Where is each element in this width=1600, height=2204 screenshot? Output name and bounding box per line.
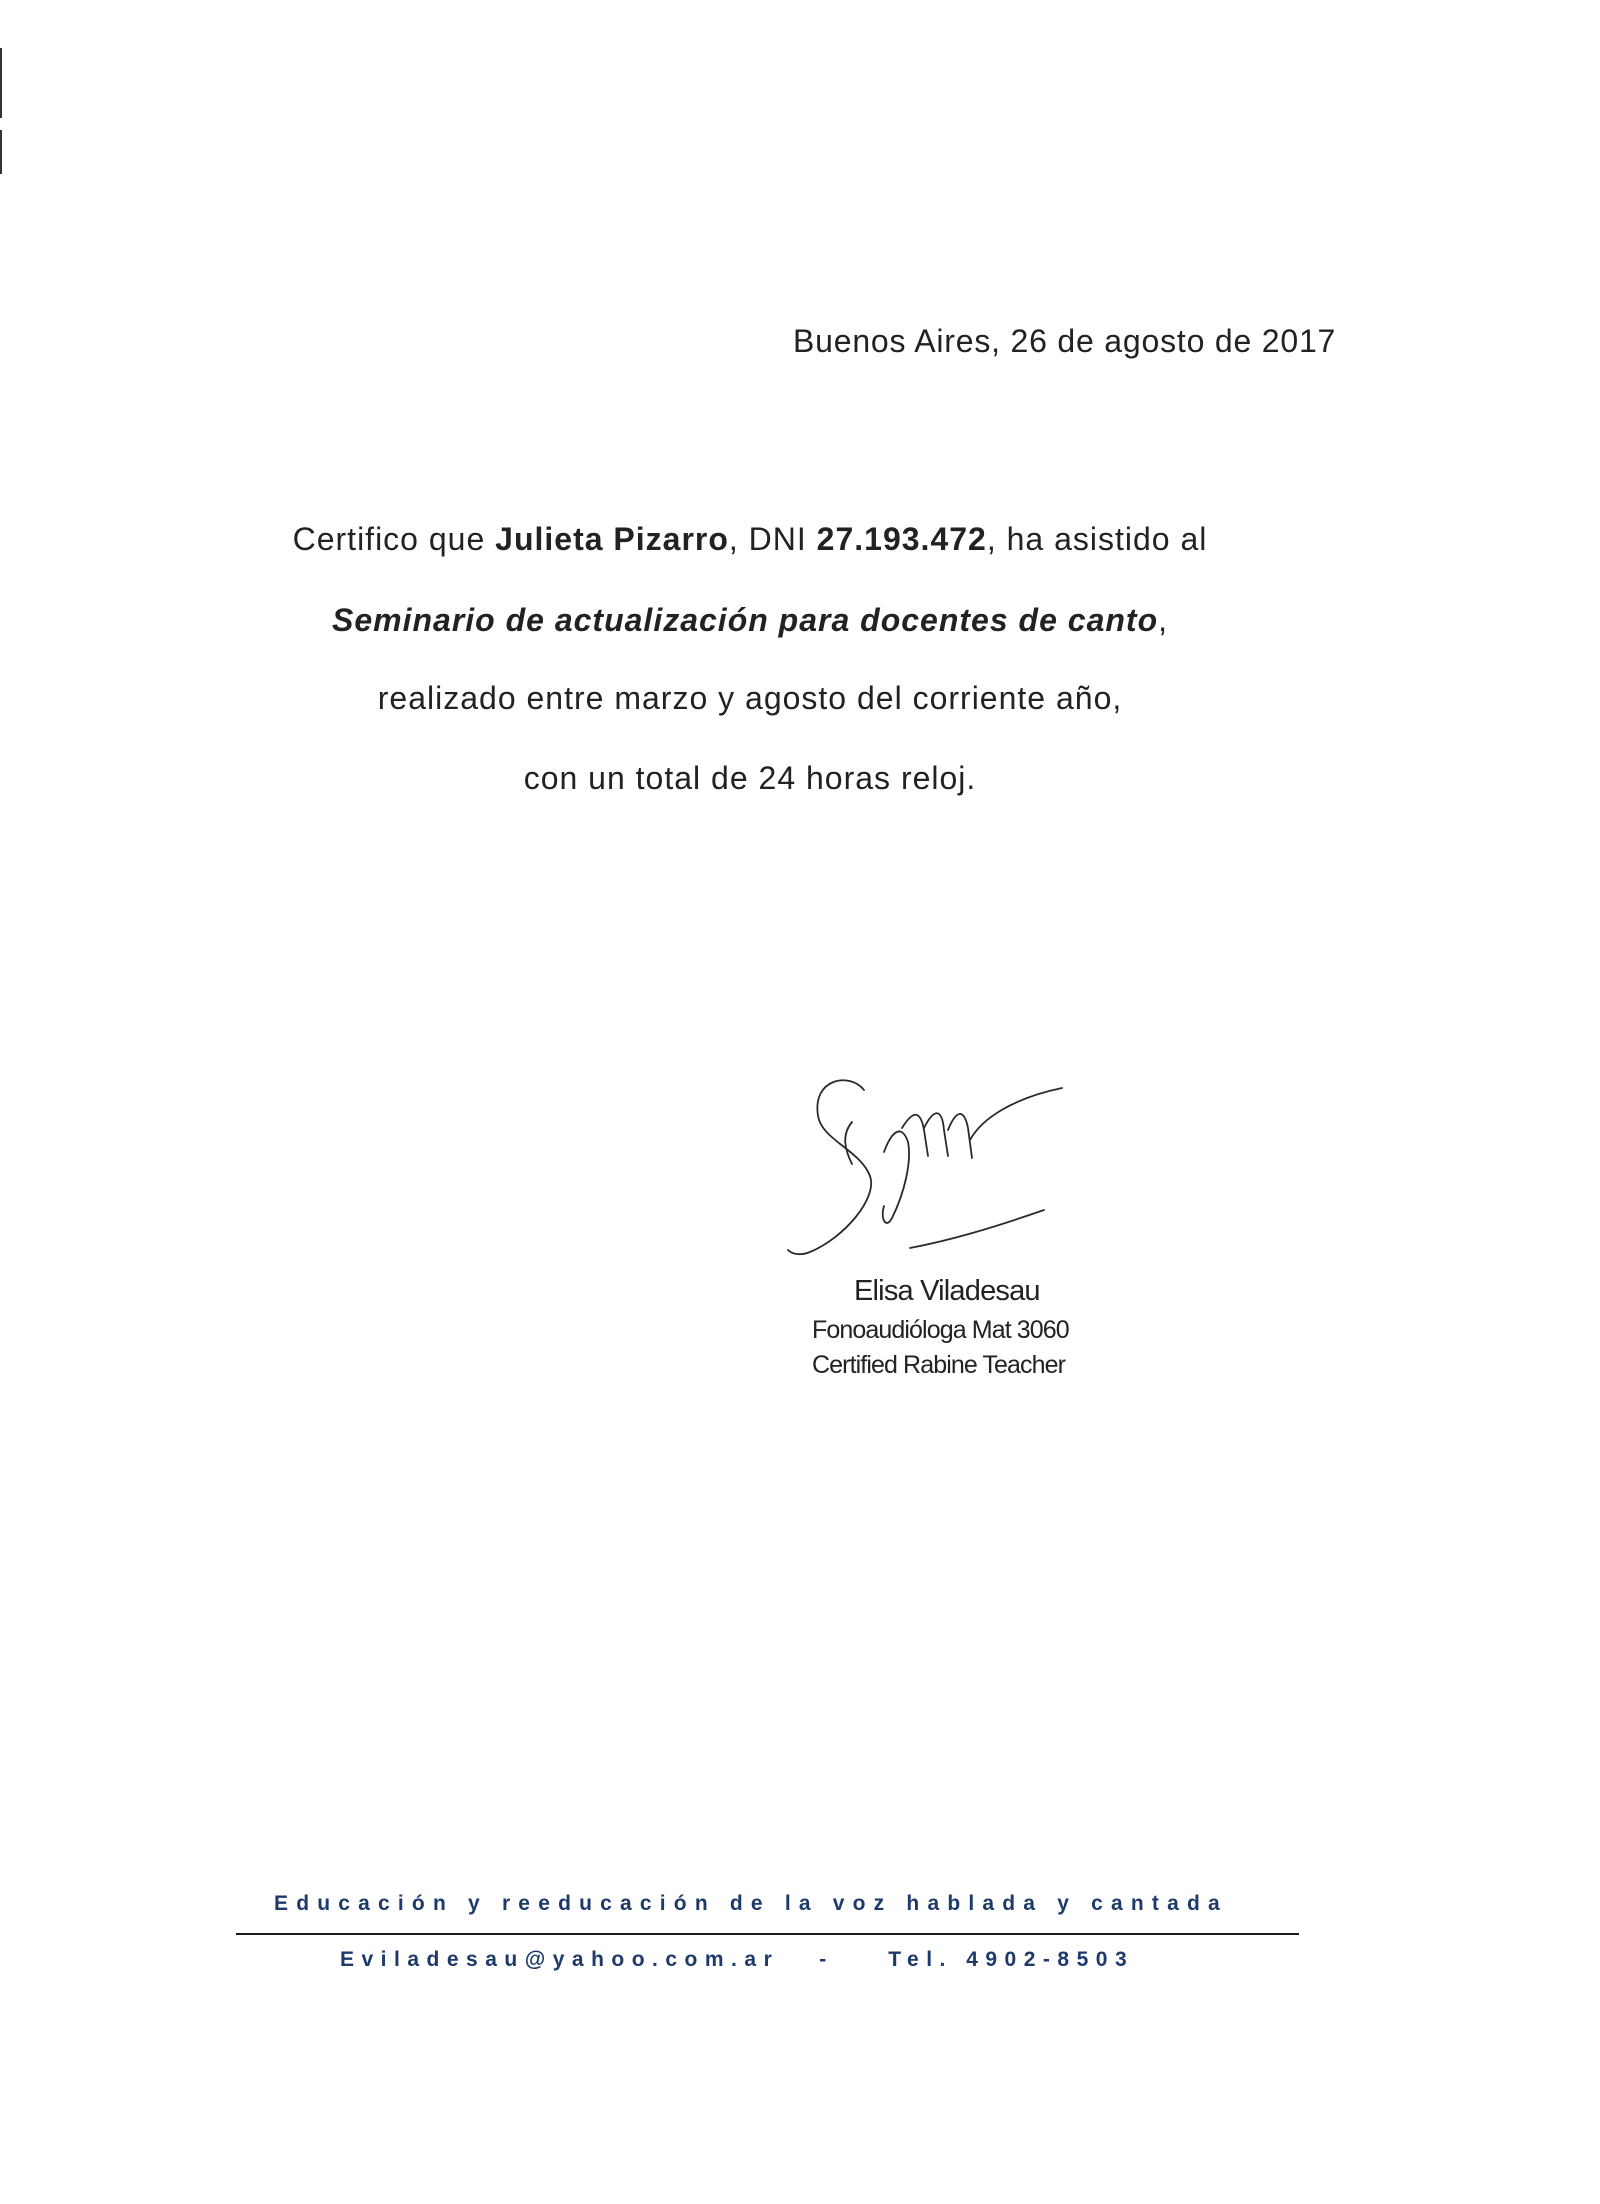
footer-separator: - xyxy=(819,1948,827,1971)
footer-phone: Tel. 4902-8503 xyxy=(888,1948,1135,1971)
certificate-intro: Certifico que xyxy=(292,521,496,557)
footer-tagline: Educación y reeducación de la voz hablada y cantada xyxy=(274,1892,1228,1915)
dni-number: 27.193.472 xyxy=(816,521,987,557)
signatory-title: Fonoaudióloga Mat 3060 xyxy=(812,1316,1069,1344)
scan-edge-mark xyxy=(0,130,2,174)
seminar-title: Seminario de actualización para docentes de canto xyxy=(331,602,1159,638)
certificate-line-1 xyxy=(0,521,1500,558)
place-and-date: Buenos Aires, 26 de agosto de 2017 xyxy=(793,323,1337,359)
certificate-line-2 xyxy=(0,602,1500,639)
certificate-line-4: con un total de 24 horas reloj. xyxy=(523,760,977,796)
footer-divider xyxy=(236,1933,1299,1935)
handwritten-signature xyxy=(752,1068,1112,1268)
attendance-text: , ha asistido al xyxy=(986,521,1208,557)
footer-contact xyxy=(340,1948,1134,1972)
signatory-name: Elisa Viladesau xyxy=(854,1275,1040,1307)
attendee-name: Julieta Pizarro xyxy=(495,521,729,557)
seminar-comma: , xyxy=(1158,602,1168,638)
footer-email[interactable]: Eviladesau@yahoo.com.ar xyxy=(340,1948,780,1971)
certificate-line-3: realizado entre marzo y agosto del corriente año, xyxy=(377,680,1123,716)
dni-label: , DNI xyxy=(728,521,817,557)
scan-edge-mark xyxy=(0,48,2,118)
signatory-credential: Certified Rabine Teacher xyxy=(812,1351,1066,1379)
